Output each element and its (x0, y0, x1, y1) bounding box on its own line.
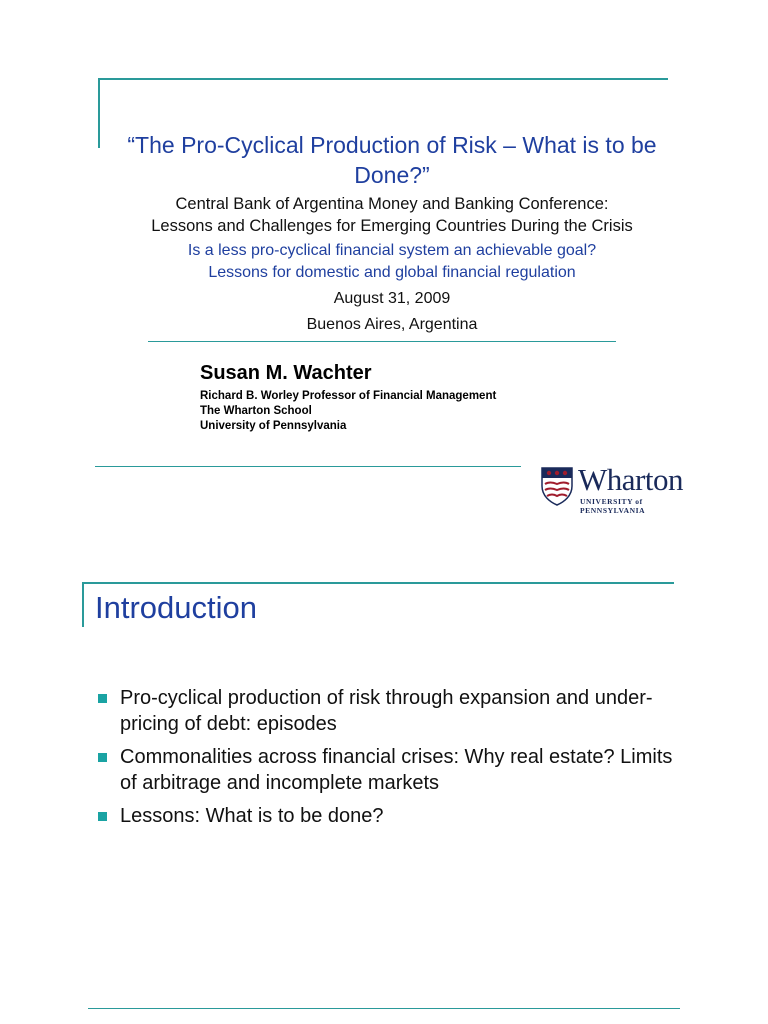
square-bullet-icon (98, 753, 107, 762)
conference-location: Buenos Aires, Argentina (306, 316, 478, 333)
penn-shield-icon (540, 466, 574, 506)
logo-wordmark: Wharton (578, 462, 683, 497)
slide1-bottom-rule (95, 466, 521, 467)
question-block (100, 240, 684, 284)
conference-block (100, 193, 684, 237)
list-item (98, 744, 678, 796)
slide1-title: “The Pro-Cyclical Production of Risk – What is to be Done?” (127, 132, 657, 188)
author-position: Richard B. Worley Professor of Financial Management (200, 390, 497, 402)
slide2-left-rule (82, 582, 84, 627)
author-block (200, 362, 496, 434)
question-line-1: Is a less pro-cyclical financial system an achievable goal? (187, 242, 597, 259)
logo-subtitle: UNIVERSITY of PENNSYLVANIA (580, 497, 646, 515)
wharton-logo (540, 462, 705, 515)
author-school: The Wharton School (200, 405, 312, 417)
bullet-text: Commonalities across financial crises: Why real estate? Limits of arbitrage and incomplete markets (120, 746, 673, 794)
slide1-top-rule (98, 78, 668, 80)
slide2-bottom-rule (88, 1008, 680, 1009)
question-line-2: Lessons for domestic and global financial regulation (208, 264, 576, 281)
introduction-title: Introduction (95, 590, 257, 625)
conference-date: August 31, 2009 (333, 290, 451, 307)
square-bullet-icon (98, 812, 107, 821)
author-university: University of Pennsylvania (200, 420, 347, 432)
slide2-top-rule (82, 582, 674, 584)
bullet-text: Pro-cyclical production of risk through expansion and under-pricing of debt: episodes (120, 687, 653, 735)
list-item (98, 685, 678, 737)
conference-line-2: Lessons and Challenges for Emerging Countries During the Crisis (151, 217, 633, 235)
slide1-mid-rule (148, 341, 616, 342)
square-bullet-icon (98, 694, 107, 703)
bullet-list (98, 685, 678, 836)
bullet-text: Lessons: What is to be done? (120, 805, 384, 827)
author-name: Susan M. Wachter (200, 362, 372, 384)
conference-line-1: Central Bank of Argentina Money and Banking Conference: (175, 195, 609, 213)
list-item (98, 803, 678, 829)
